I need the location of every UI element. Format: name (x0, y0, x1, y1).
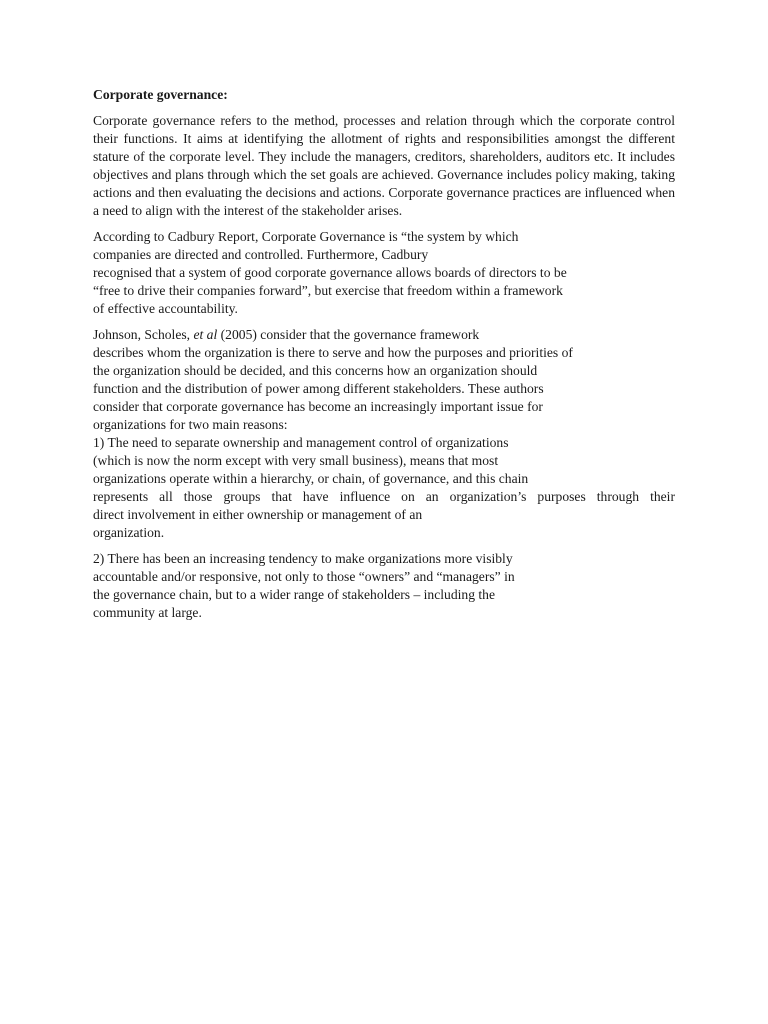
text-line: 1) The need to separate ownership and management control of organizations (93, 435, 509, 450)
citation-remainder: (2005) consider that the governance framework (217, 327, 480, 342)
text-line: organizations for two main reasons: (93, 417, 288, 432)
text-line: represents all those groups that have influence on an organization’s purposes through their (93, 489, 675, 504)
text-line: function and the distribution of power among different stakeholders. These authors (93, 381, 544, 396)
document-page (93, 86, 675, 630)
text-line: describes whom the organization is there to serve and how the purposes and priorities of (93, 345, 573, 360)
text-line: consider that corporate governance has become an increasingly important issue for (93, 399, 543, 414)
second-reason-paragraph (93, 550, 675, 622)
text-line: companies are directed and controlled. Furthermore, Cadbury (93, 247, 429, 262)
text-line: the organization should be decided, and this concerns how an organization should (93, 363, 538, 378)
text-line (93, 326, 675, 344)
text-line: 2) There has been an increasing tendency to make organizations more visibly (93, 551, 513, 566)
text-line: According to Cadbury Report, Corporate Governance is “the system by which (93, 229, 519, 244)
johnson-scholes-paragraph (93, 326, 675, 542)
text-line: “free to drive their companies forward”, but exercise that freedom within a framework (93, 283, 563, 298)
text-line: accountable and/or responsive, not only to those “owners” and “managers” in (93, 569, 515, 584)
cadbury-paragraph (93, 228, 675, 318)
text-line: (which is now the norm except with very small business), means that most (93, 453, 499, 468)
citation-et-al: et al (193, 327, 218, 342)
text-line: the governance chain, but to a wider range of stakeholders – including the (93, 587, 496, 602)
citation-authors: Johnson, Scholes, (93, 327, 194, 342)
text-line: recognised that a system of good corporate governance allows boards of directors to be (93, 265, 567, 280)
text-line: direct involvement in either ownership or management of an (93, 507, 423, 522)
text-line: of effective accountability. (93, 301, 238, 316)
text-line: community at large. (93, 605, 202, 620)
definition-paragraph: Corporate governance refers to the method, processes and relation through which the corporate control their functions. It aims at identifying the allotment of rights and responsibilities amongst the different stature of the corporate level. They include the managers, creditors, shareholders, auditors etc. It includes objectives and plans through which the set goals are achieved. Governance includes policy making, taking actions and then evaluating the decisions and actions. Corporate governance practices are influenced when a need to align with the interest of the stakeholder arises. (93, 113, 675, 218)
text-line: organizations operate within a hierarchy, or chain, of governance, and this chain (93, 471, 529, 486)
text-line: organization. (93, 525, 165, 540)
section-heading: Corporate governance: (93, 87, 228, 102)
